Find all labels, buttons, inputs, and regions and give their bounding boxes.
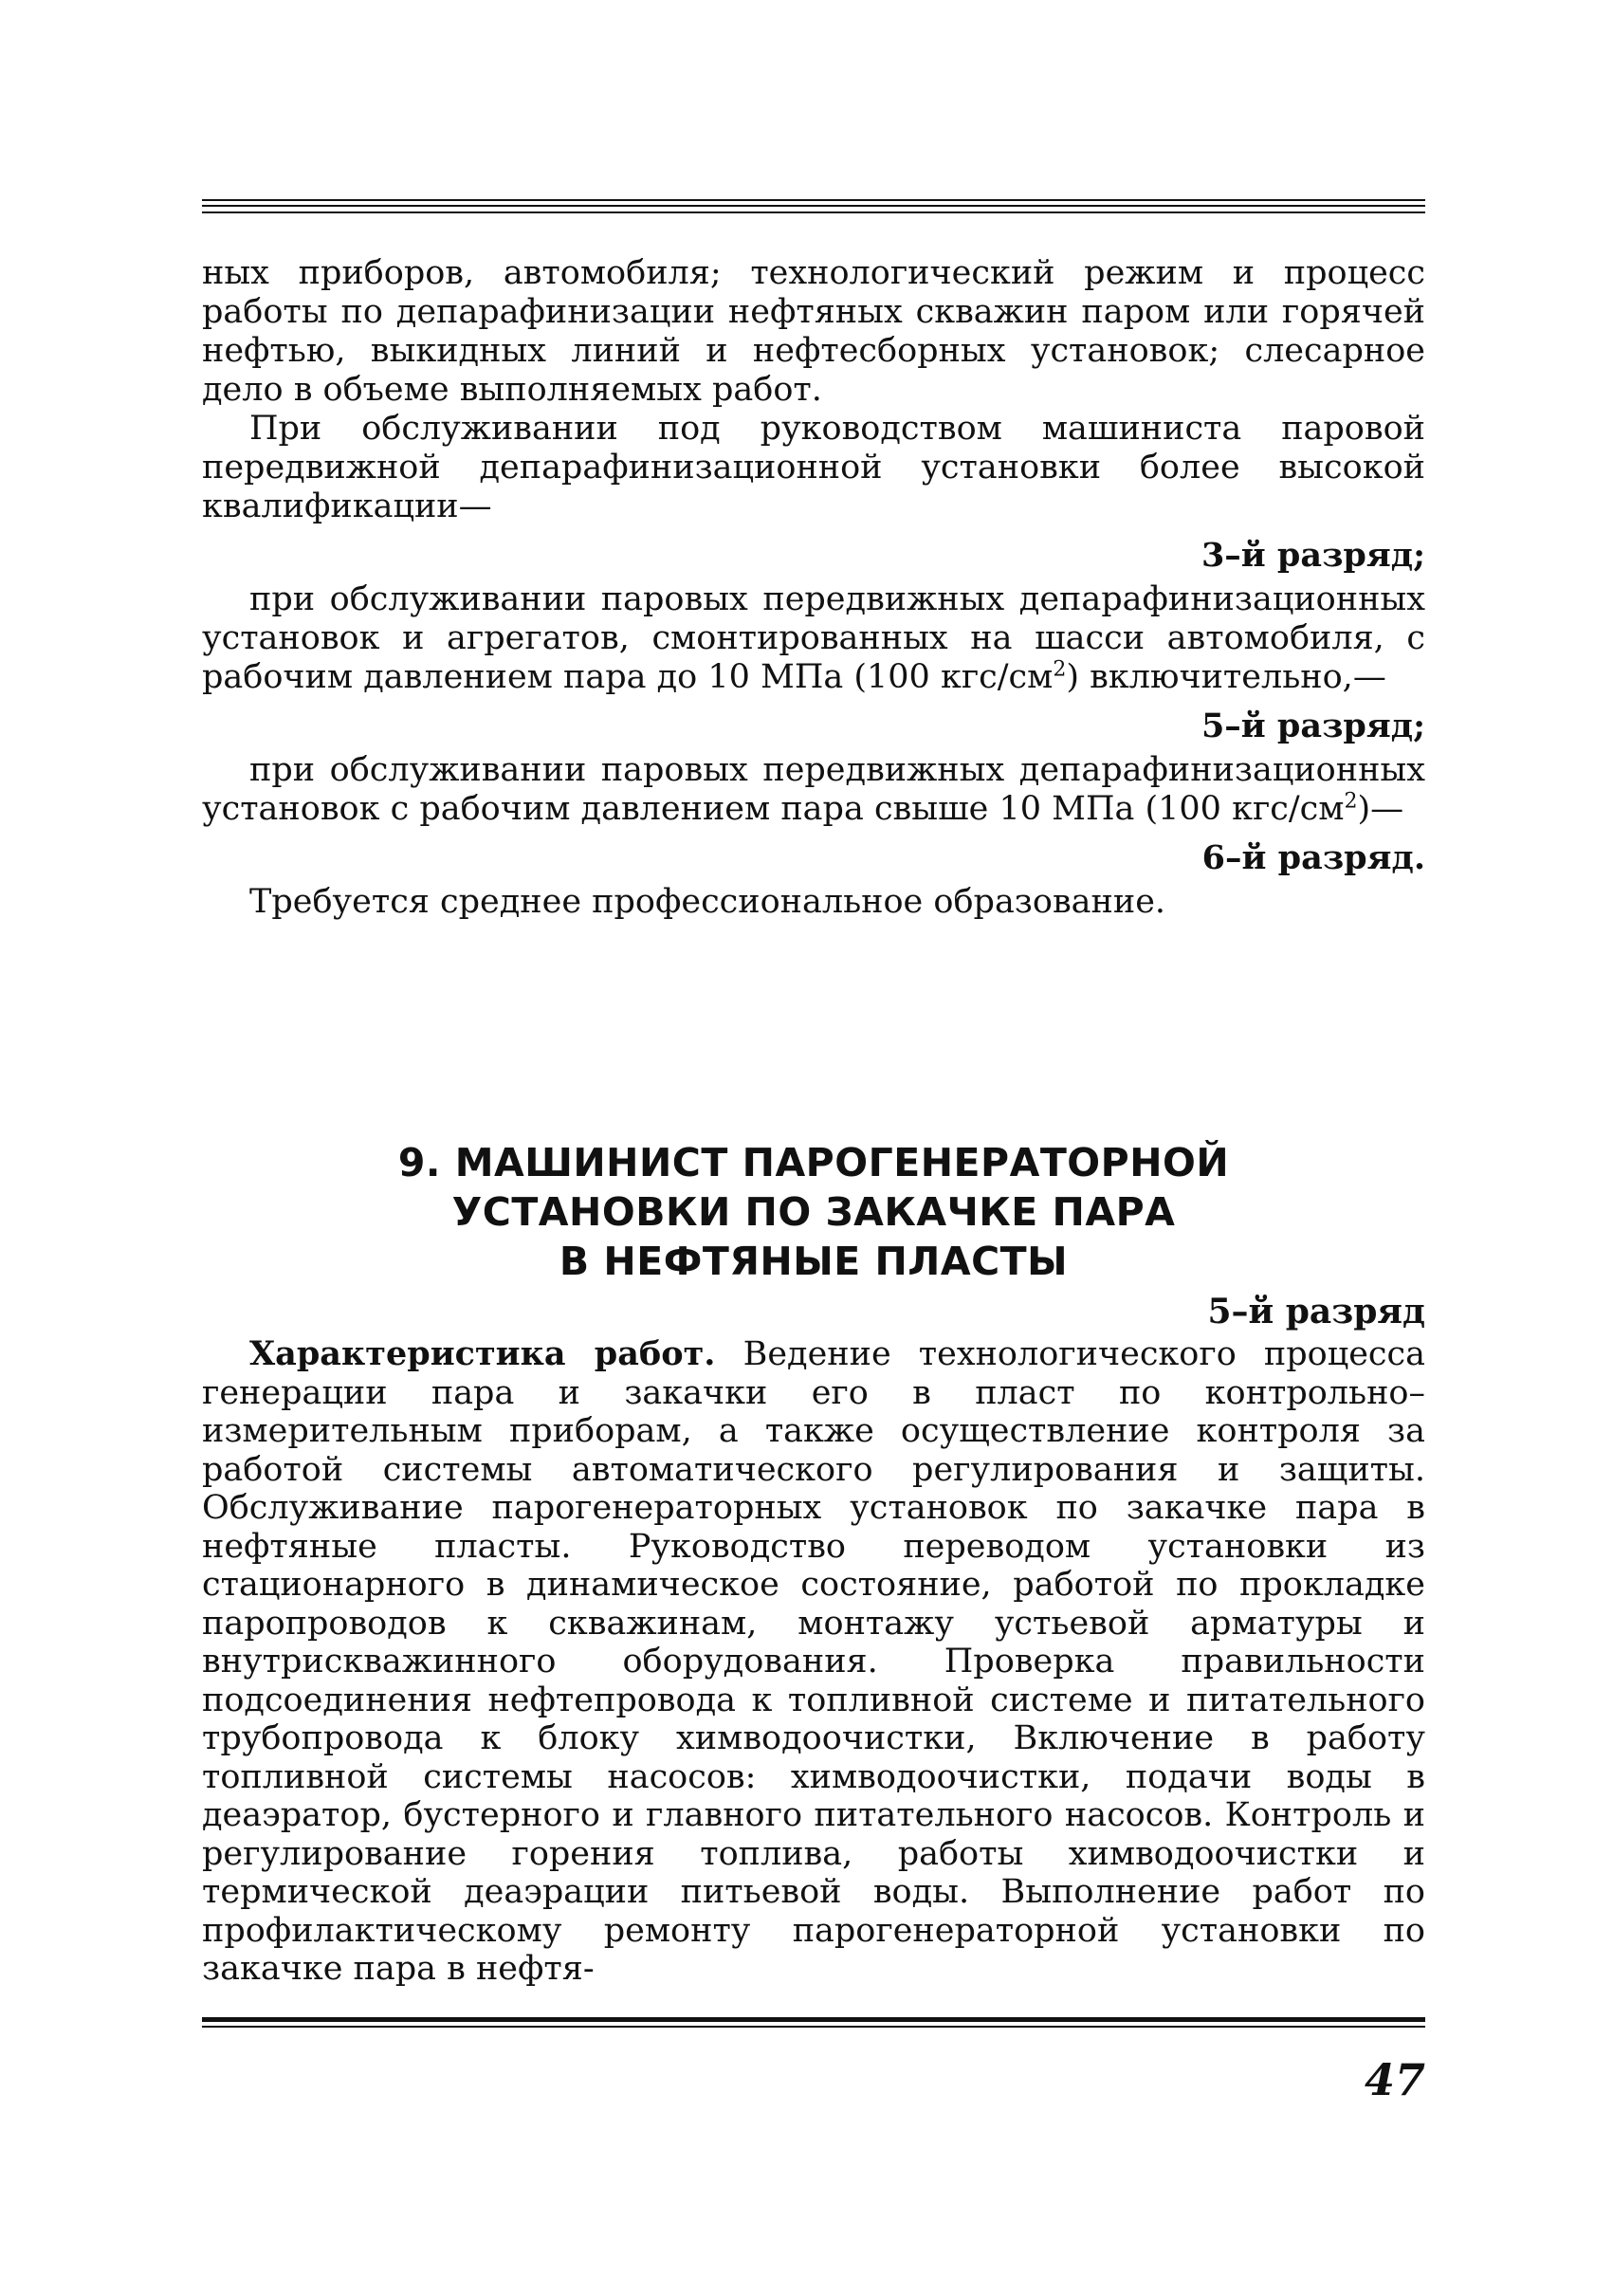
text-fragment: Ведение технологического процесса генерации пара и закачки его в пласт по контрольно–измерительным приборам, а также осуществление контроля за работой системы автоматического регулирования и защиты. Обслуживание парогенераторных установок по закачке пара в нефтяные пласты. Руководство переводом установки из стационарного в динамическое состояние, работой по прокладке паропроводов к скважинам, монтажу устьевой арматуры и внутрискважинного оборудования. Проверка правильности подсоединения нефтепровода к топливной системе и питательного трубопровода к блоку химводоочистки, Включение в работу топливной системы насосов: химводоочистки, подачи воды в деаэратор, бустерного и главного питательного насосов. Контроль и регулирование горения топлива, работы химводоочистки и термической деаэрации питьевой воды. Выполнение работ по профилактическому ремонту парогенераторной установки по закачке пара в нефтя-: [202, 1335, 1425, 1988]
paragraph-grade-6-condition: [202, 751, 1425, 829]
paragraph-grade-3-condition: При обслуживании под руководством машиниста паровой передвижной депарафинизационной установки более высокой квалификации—: [202, 410, 1425, 525]
text-fragment: )—: [1357, 790, 1404, 828]
lead-bold-label: Характеристика работ.: [249, 1334, 716, 1373]
section-1-text: [202, 254, 1425, 922]
text-fragment: при обслуживании паровых передвижных депарафинизационных установок и агрегатов, смонтированных на шасси автомобиля, с рабочим давлением пара до 10 МПа (100 кгс/см: [202, 580, 1425, 696]
footer-rule-thin: [202, 2026, 1425, 2028]
education-requirement: Требуется среднее профессиональное образование.: [249, 883, 1166, 921]
section-2-grade: 5–й разряд: [1207, 1292, 1425, 1332]
header-rule-line: [202, 199, 1425, 201]
page-number: 47: [1364, 2054, 1425, 2105]
footer-rule-thick: [202, 2017, 1425, 2022]
grade-6-label: 6–й разряд.: [1201, 838, 1425, 877]
section-heading: [202, 1138, 1425, 1286]
section-2-body: [202, 1335, 1425, 1989]
paragraph-grade-5-condition: [202, 580, 1425, 697]
heading-line: 9. МАШИНИСТ ПАРОГЕНЕРАТОРНОЙ: [397, 1140, 1230, 1185]
grade-3-label: 3–й разряд;: [1201, 536, 1425, 575]
header-rule-line: [202, 205, 1425, 207]
footer-rule: [202, 2017, 1425, 2029]
heading-line: УСТАНОВКИ ПО ЗАКАЧКЕ ПАРА: [451, 1189, 1176, 1235]
header-rule: [202, 199, 1425, 218]
heading-line: В НЕФТЯНЫЕ ПЛАСТЫ: [559, 1239, 1069, 1284]
header-rule-line: [202, 211, 1425, 213]
document-page: [202, 0, 1425, 2296]
superscript: 2: [1344, 789, 1358, 814]
text-fragment: ) включительно,—: [1066, 658, 1386, 696]
paragraph-intro: ных приборов, автомобиля; технологический режим и процесс работы по депарафинизации нефтяных скважин паром или горячей нефтью, выкидных линий и нефтесборных установок; слесарное дело в объеме выполняемых работ.: [202, 254, 1425, 409]
grade-5-label: 5–й разряд;: [1201, 707, 1425, 745]
text-fragment: при обслуживании паровых передвижных депарафинизационных установок с рабочим давлением пара свыше 10 МПа (100 кгс/см: [202, 751, 1425, 828]
work-characteristics-paragraph: [202, 1335, 1425, 1989]
superscript: 2: [1053, 657, 1067, 682]
